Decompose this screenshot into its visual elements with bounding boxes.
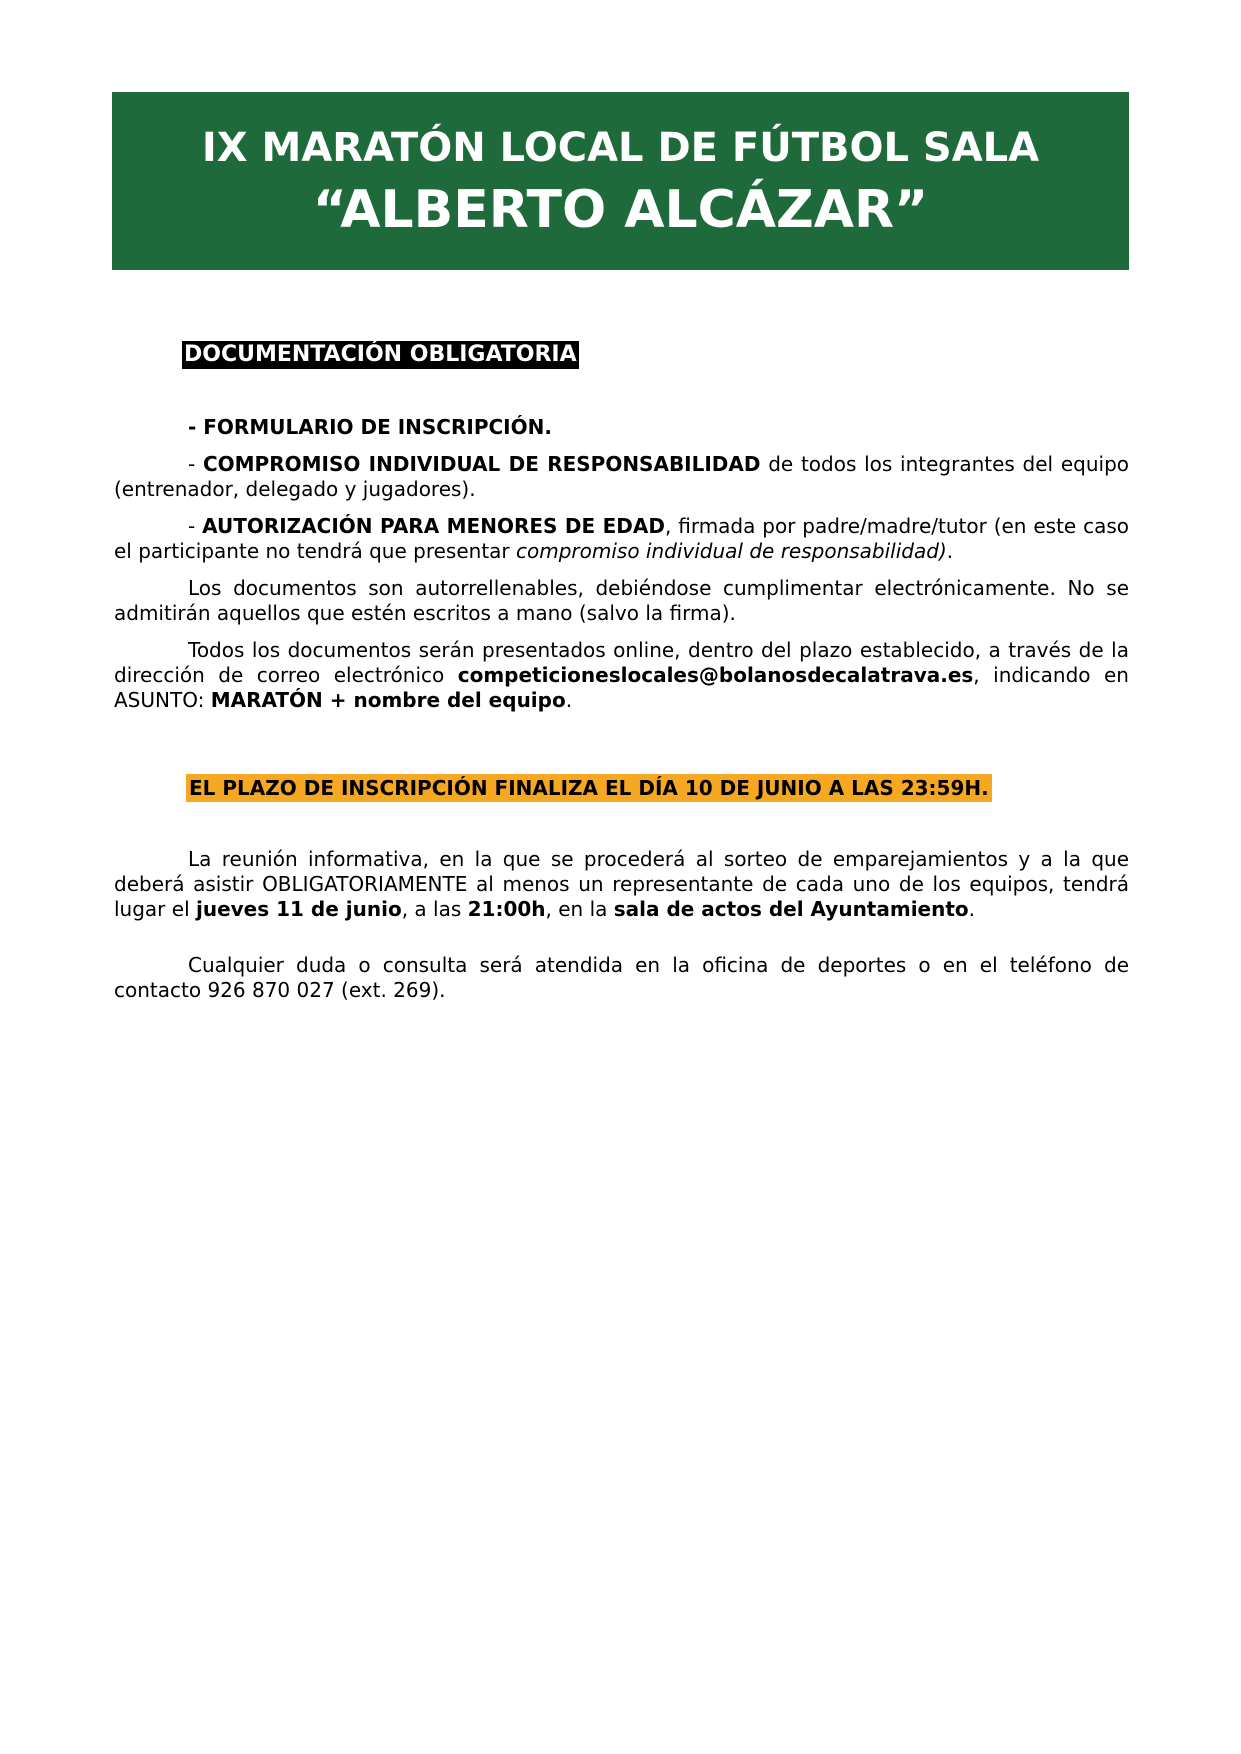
item-form-text: - FORMULARIO DE INSCRIPCIÓN. [188, 415, 552, 439]
item-form [114, 415, 1129, 440]
item-commitment-title: COMPROMISO INDIVIDUAL DE RESPONSABILIDAD [202, 452, 761, 476]
item-dash: - [188, 514, 203, 538]
contact-email: competicioneslocales@bolanosdecalatrava.es [457, 663, 974, 687]
event-name: “ALBERTO ALCÁZAR” [312, 180, 929, 240]
docs-note: Los documentos son autorrellenables, debiéndose cumplimentar electrónicamente. No se admitirán aquellos que estén escritos a mano (salvo la firma). [114, 576, 1129, 625]
item-commitment [114, 452, 1129, 502]
submission-paragraph: Todos los documentos serán presentados online, dentro del plazo establecido, a través de la dirección de correo electrónico competicioneslocales@bolanosdecalatrava.es, indicando en ASUNTO: MARATÓN + nombre del equipo. [114, 638, 1129, 712]
item-dash: - [188, 452, 203, 476]
email-subject: MARATÓN + nombre del equipo [210, 688, 566, 712]
meeting-time: 21:00h [467, 897, 546, 921]
item-authorization: - AUTORIZACIÓN PARA MENORES DE EDAD, firmada por padre/madre/tutor (en este caso el participante no tendrá que presentar compromiso individual de responsabilidad). [114, 514, 1130, 563]
meeting-paragraph: La reunión informativa, en la que se procederá al sorteo de emparejamientos y a la que deberá asistir OBLIGATORIAMENTE al menos un representante de cada uno de los equipos, tendrá lugar el jueves 11 de junio, a las 21:00h, en la sala de actos del Ayuntamiento. [114, 847, 1129, 921]
section-title: DOCUMENTACIÓN OBLIGATORIA [184, 342, 577, 367]
item-commitment-text: de todos los integrantes del equipo (entrenador, delegado y jugadores). [114, 452, 1130, 501]
item-authorization-italic: compromiso individual de responsabilidad) [516, 539, 947, 563]
meeting-place: sala de actos del Ayuntamiento [613, 897, 969, 921]
deadline-notice: EL PLAZO DE INSCRIPCIÓN FINALIZA EL DÍA 10 DE JUNIO A LAS 23:59H. [186, 774, 992, 802]
event-title: IX MARATÓN LOCAL DE FÚTBOL SALA [201, 125, 1040, 171]
item-authorization-title: AUTORIZACIÓN PARA MENORES DE EDAD [202, 514, 665, 538]
meeting-date: jueves 11 de junio [195, 897, 402, 921]
item-authorization-text: , firmada por padre/madre/tutor (en este caso el participante no tendrá que presentar [114, 514, 1130, 563]
contact-paragraph: Cualquier duda o consulta será atendida en la oficina de deportes o en el teléfono de contacto 926 870 027 (ext. 269). [114, 953, 1129, 1002]
title-banner [112, 92, 1129, 270]
